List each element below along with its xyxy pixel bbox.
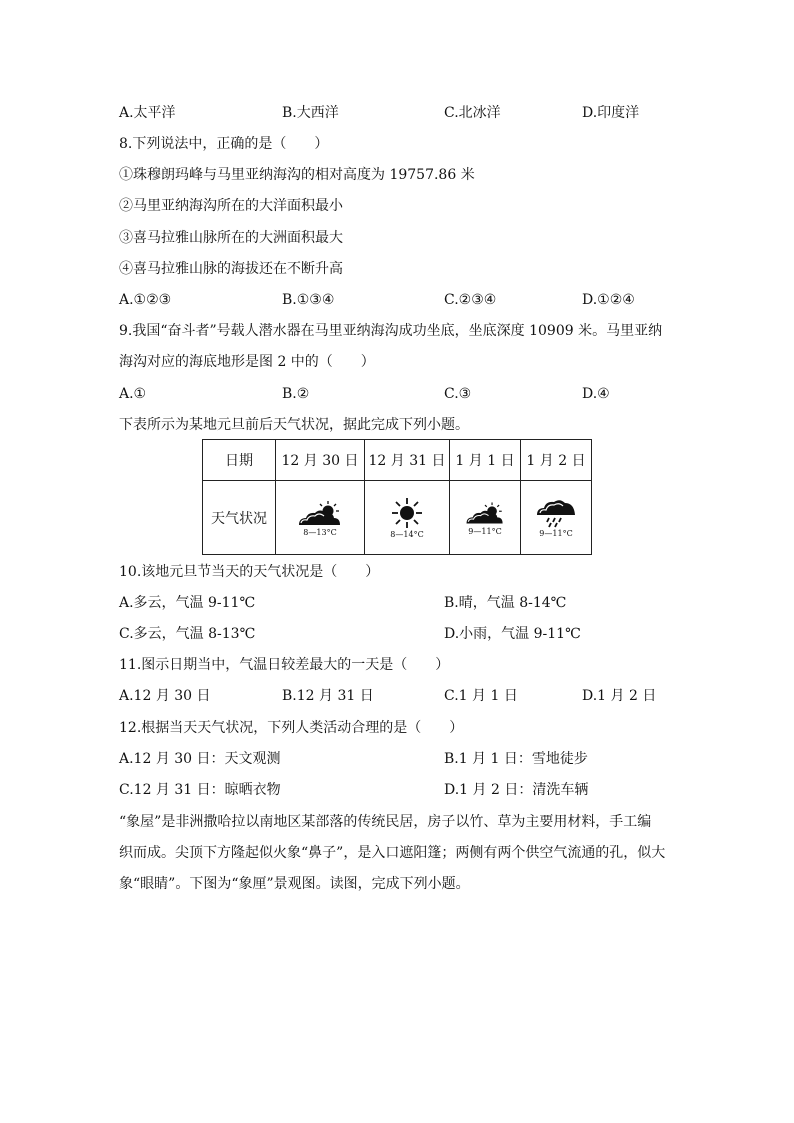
weather-cell: [450, 481, 521, 555]
partly-cloudy-icon: [463, 500, 507, 526]
table-intro: 下表所示为某地元旦前后天气状况，据此完成下列小题。: [119, 417, 469, 433]
q12-option-b: B.1 月 1 日：雪地徒步: [444, 751, 588, 767]
q9-stem-line1: 9.我国“奋斗者”号载人潜水器在马里亚纳海沟成功坐底，坐底深度 10909 米。马里亚纳: [119, 323, 663, 339]
q9-option-b: B.②: [282, 386, 310, 402]
q8-statement-2: ②马里亚纳海沟所在的大洋面积最小: [119, 198, 343, 214]
q7-option-b: B.大西洋: [282, 105, 339, 121]
q7-option-c: C.北冰洋: [444, 105, 501, 121]
q7-option-a: A.太平洋: [119, 105, 176, 121]
temp-label: 8—14°C: [390, 529, 424, 539]
temp-label: 8—13°C: [303, 527, 337, 537]
passage-line-1: “象屋”是非洲撒哈拉以南地区某部落的传统民居，房子以竹、草为主要用材料，手工编: [119, 814, 652, 830]
q9-stem-line2: 海沟对应的海底地形是图 2 中的（ ）: [119, 354, 375, 370]
q12-option-d: D.1 月 2 日：清洗车辆: [444, 782, 589, 798]
q11-option-b: B.12 月 31 日: [282, 688, 374, 704]
q10-option-b: B.晴，气温 8-14℃: [444, 595, 567, 611]
date-cell: 12 月 30 日: [276, 440, 365, 481]
q10-option-c: C.多云，气温 8-13℃: [119, 626, 256, 642]
q8-option-d: D.①②④: [582, 292, 635, 308]
q8-option-b: B.①③④: [282, 292, 335, 308]
date-cell: 1 月 2 日: [521, 440, 592, 481]
q11-option-c: C.1 月 1 日: [444, 688, 518, 704]
q9-option-d: D.④: [582, 386, 610, 402]
passage-line-3: 象“眼睛”。下图为“象厘”景观图。读图，完成下列小题。: [119, 876, 470, 892]
q12-option-c: C.12 月 31 日：晾晒衣物: [119, 782, 281, 798]
q8-statement-1: ①珠穆朗玛峰与马里亚纳海沟的相对高度为 19757.86 米: [119, 167, 475, 183]
q12-option-a: A.12 月 30 日：天文观测: [119, 751, 281, 767]
q9-option-a: A.①: [119, 386, 147, 402]
date-cell: 1 月 1 日: [450, 440, 521, 481]
q10-option-d: D.小雨，气温 9-11℃: [444, 626, 581, 642]
weather-cell: [521, 481, 592, 555]
row-header-weather: 天气状况: [203, 481, 276, 555]
temp-label: 9—11°C: [468, 526, 502, 536]
weather-cell: [365, 481, 450, 555]
weather-table: [202, 439, 592, 555]
passage-line-2: 织而成。尖顶下方隆起似火象“鼻子”，是入口遮阳篷；两侧有两个供空气流通的孔，似大: [119, 845, 666, 861]
rain-icon: [534, 498, 578, 528]
weather-cell: [276, 481, 365, 555]
partly-cloudy-icon: [295, 499, 345, 527]
q8-statement-4: ④喜马拉雅山脉的海拔还在不断升高: [119, 261, 343, 277]
q12-stem: 12.根据当天天气状况，下列人类活动合理的是（ ）: [119, 720, 464, 736]
q10-option-a: A.多云，气温 9-11℃: [119, 595, 256, 611]
q8-stem: 8.下列说法中，正确的是（ ）: [119, 136, 329, 152]
q11-stem: 11.图示日期当中，气温日较差最大的一天是（ ）: [119, 657, 450, 673]
q7-option-d: D.印度洋: [582, 105, 640, 121]
q8-option-a: A.①②③: [119, 292, 172, 308]
q11-option-d: D.1 月 2 日: [582, 688, 657, 704]
q10-stem: 10.该地元旦节当天的天气状况是（ ）: [119, 564, 380, 580]
q8-option-c: C.②③④: [444, 292, 497, 308]
temp-label: 9—11°C: [539, 528, 573, 538]
date-cell: 12 月 31 日: [365, 440, 450, 481]
row-header-date: 日期: [203, 440, 276, 481]
q11-option-a: A.12 月 30 日: [119, 688, 211, 704]
sunny-icon: [387, 497, 427, 529]
q8-statement-3: ③喜马拉雅山脉所在的大洲面积最大: [119, 230, 343, 246]
q9-option-c: C.③: [444, 386, 472, 402]
